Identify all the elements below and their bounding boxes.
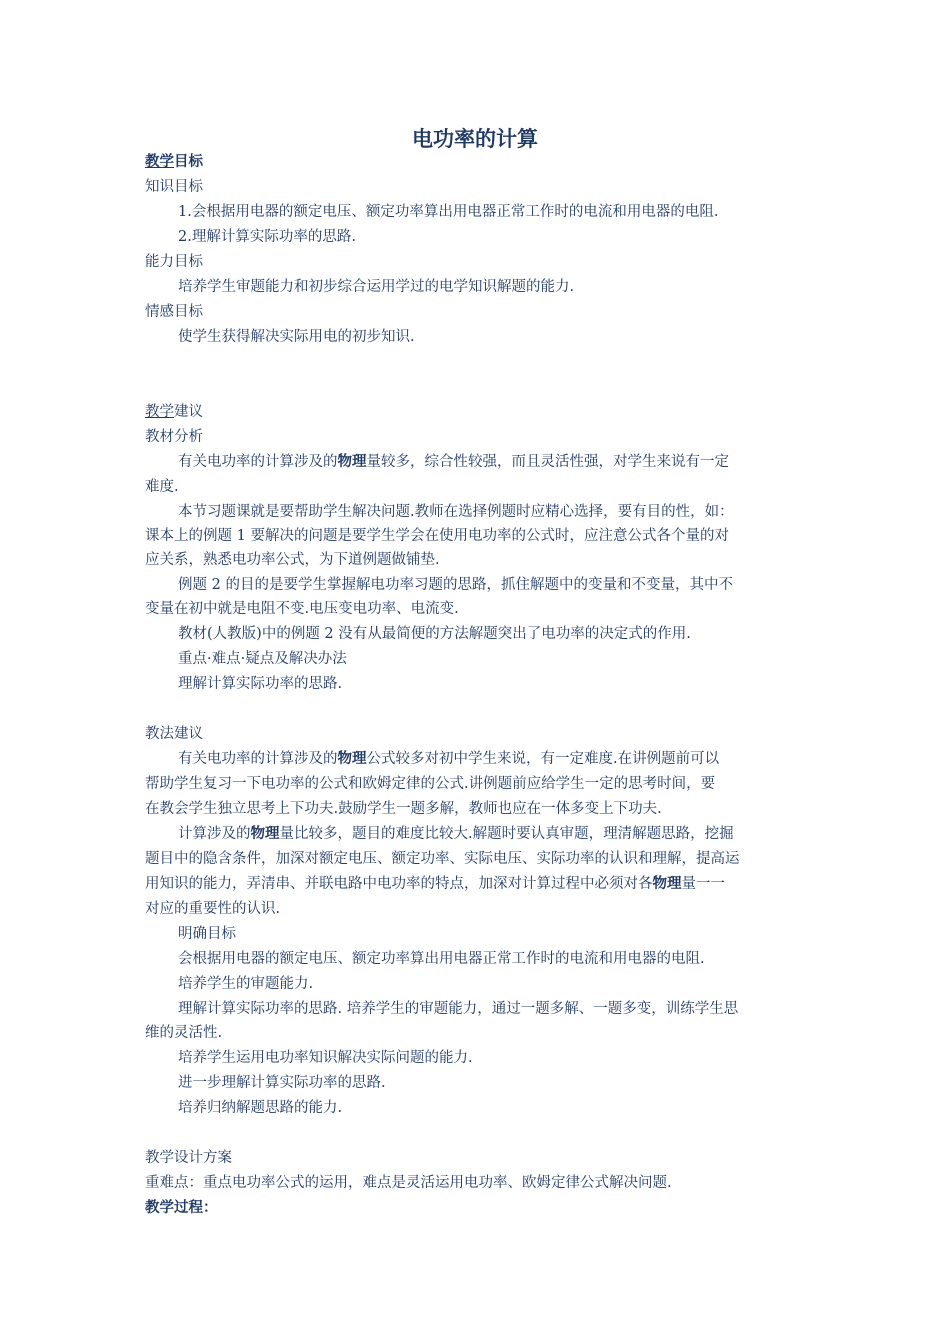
- emotion-goal-1: 使学生获得解决实际用电的初步知识.: [178, 329, 415, 345]
- text-segment: 有关电功率的计算涉及的: [178, 454, 338, 470]
- keyword-physics: 物理: [652, 876, 682, 892]
- text-segment: 公式较多对初中学生来说，有一定难度.在讲例题前可以: [366, 751, 720, 767]
- key-difficult-points-heading: 重点·难点·疑点及解决办法: [178, 651, 347, 667]
- material-paragraph-3-line-1: 例题 2 的目的是要学生掌握解电功率习题的思路，抓住解题中的变量和不变量，其中不: [178, 577, 733, 593]
- text-segment: 量比较多，题目的难度比较大.解题时要认真审题，理清解题思路，挖掘: [279, 826, 734, 842]
- method-paragraph-1-line-1: [178, 747, 810, 772]
- material-paragraph-1-line-2: 难度.: [145, 479, 179, 495]
- clear-goal-4: 培养学生运用电功率知识解决实际问题的能力.: [178, 1050, 473, 1066]
- knowledge-goal-1: 1.会根据用电器的额定电压、额定功率算出用电器正常工作时的电流和用电器的电阻.: [178, 204, 719, 220]
- teaching-goals-heading: [145, 150, 810, 175]
- teaching-method-heading: 教法建议: [145, 726, 203, 742]
- knowledge-goals-heading: 知识目标: [145, 179, 203, 195]
- method-paragraph-2-line-4: 对应的重要性的认识.: [145, 901, 281, 917]
- material-paragraph-4: 教材(人教版)中的例题 2 没有从最简便的方法解题突出了电功率的决定式的作用.: [178, 626, 691, 642]
- knowledge-goal-2: 2.理解计算实际功率的思路.: [178, 229, 356, 245]
- text-segment: 用知识的能力，弄清串、并联电路中电功率的特点，加深对计算过程中必须对各: [145, 876, 653, 892]
- teaching-suggestions-heading-part1: 教学: [145, 404, 174, 420]
- clear-goal-3-line-1: 理解计算实际功率的思路. 培养学生的审题能力，通过一题多解、一题多变，训练学生思: [178, 1001, 739, 1017]
- method-paragraph-2-line-2: 题目中的隐含条件，加深对额定电压、额定功率、实际电压、实际功率的认识和理解，提高运: [145, 851, 740, 867]
- key-difficult-points-1: 理解计算实际功率的思路.: [178, 676, 343, 692]
- clear-goal-5: 进一步理解计算实际功率的思路.: [178, 1075, 386, 1091]
- method-paragraph-2-line-1: [178, 822, 810, 847]
- ability-goal-1: 培养学生审题能力和初步综合运用学过的电学知识解题的能力.: [178, 279, 575, 295]
- teaching-suggestions-heading-part2: 建议: [174, 404, 203, 420]
- text-segment: 量较多，综合性较强，而且灵活性强，对学生来说有一定: [366, 454, 729, 470]
- method-paragraph-1-line-3: 在教会学生独立思考上下功夫.鼓励学生一题多解，教师也应在一体多变上下功夫.: [145, 801, 662, 817]
- document-title: 电功率的计算: [412, 127, 538, 151]
- key-points-line: 重难点：重点电功率公式的运用，难点是灵活运用电功率、欧姆定律公式解决问题.: [145, 1175, 672, 1191]
- text-segment: 计算涉及的: [178, 826, 251, 842]
- material-paragraph-2-line-1: 本节习题课就是要帮助学生解决问题.教师在选择例题时应精心选择，要有目的性，如：: [178, 504, 734, 520]
- material-analysis-heading: 教材分析: [145, 429, 203, 445]
- teaching-goals-heading-part1: 教学: [145, 154, 174, 170]
- keyword-physics: 物理: [337, 454, 367, 470]
- keyword-physics: 物理: [337, 751, 367, 767]
- method-paragraph-1-line-2: 帮助学生复习一下电功率的公式和欧姆定律的公式.讲例题前应给学生一定的思考时间，要: [145, 776, 716, 792]
- text-segment: 有关电功率的计算涉及的: [178, 751, 338, 767]
- clear-goals-heading: 明确目标: [178, 926, 236, 942]
- clear-goal-3-line-2: 维的灵活性.: [145, 1025, 223, 1041]
- teaching-process-heading: 教学过程：: [145, 1200, 218, 1216]
- clear-goal-6: 培养归纳解题思路的能力.: [178, 1100, 343, 1116]
- ability-goals-heading: 能力目标: [145, 254, 203, 270]
- teaching-suggestions-heading: [145, 400, 810, 425]
- teaching-goals-heading-part2: 目标: [174, 154, 203, 170]
- material-paragraph-2-line-2: 课本上的例题 1 要解决的问题是要学生学会在使用电功率的公式时，应注意公式各个量的对: [145, 528, 729, 544]
- material-paragraph-1-line-1: [178, 450, 810, 475]
- material-paragraph-2-line-3: 应关系，熟悉电功率公式，为下道例题做铺垫.: [145, 552, 440, 568]
- method-paragraph-2-line-3: [145, 872, 810, 897]
- keyword-physics: 物理: [250, 826, 280, 842]
- design-plan-heading: 教学设计方案: [145, 1150, 232, 1166]
- clear-goal-1: 会根据用电器的额定电压、额定功率算出用电器正常工作时的电流和用电器的电阻.: [178, 951, 705, 967]
- text-segment: 量一一: [681, 876, 725, 892]
- emotion-goals-heading: 情感目标: [145, 304, 203, 320]
- clear-goal-2: 培养学生的审题能力.: [178, 976, 314, 992]
- material-paragraph-3-line-2: 变量在初中就是电阻不变.电压变电功率、电流变.: [145, 601, 459, 617]
